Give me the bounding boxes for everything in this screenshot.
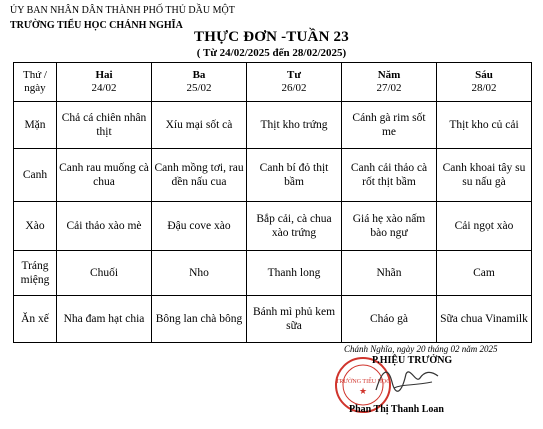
page-subtitle: ( Từ 24/02/2025 đến 28/02/2025) <box>196 47 347 59</box>
menu-cell: Cánh gà rim sốt me <box>342 102 437 149</box>
row-label: Tráng miệng <box>14 251 57 296</box>
menu-cell: Nho <box>152 251 247 296</box>
day-header <box>342 63 437 102</box>
day-date: 25/02 <box>186 82 212 94</box>
day-header <box>152 63 247 102</box>
table-row <box>14 149 532 202</box>
table-row <box>14 202 532 251</box>
table-row <box>14 251 532 296</box>
signer-name: Phan Thị Thanh Loan <box>349 404 444 415</box>
day-date: 28/02 <box>471 82 497 94</box>
menu-cell: Thịt kho trứng <box>247 102 342 149</box>
menu-cell: Bông lan chà bông <box>152 296 247 343</box>
day-name: Năm <box>377 69 401 81</box>
org-name-line1: ỦY BAN NHÂN DÂN THÀNH PHỐ THỦ DẦU MỘT <box>10 5 235 16</box>
menu-cell: Bắp cải, cà chua xào trứng <box>247 202 342 251</box>
stamp-text: TRƯỜNG TIỂU HỌC <box>335 379 391 385</box>
signature-stroke <box>376 372 438 391</box>
handwritten-signature <box>372 362 442 398</box>
stamp-star: ★ <box>358 386 368 396</box>
day-header <box>247 63 342 102</box>
menu-cell: Thịt kho củ cải <box>437 102 532 149</box>
table-row <box>14 296 532 343</box>
menu-cell: Thanh long <box>247 251 342 296</box>
menu-cell: Đậu cove xào <box>152 202 247 251</box>
menu-table <box>13 62 532 343</box>
day-date: 26/02 <box>281 82 307 94</box>
signature-underline <box>394 382 432 388</box>
row-label: Ăn xế <box>14 296 57 343</box>
menu-cell: Canh rau muống cà chua <box>57 149 152 202</box>
day-name: Hai <box>95 69 113 81</box>
menu-cell: Nhãn <box>342 251 437 296</box>
menu-cell: Canh cải thảo cà rốt thịt bầm <box>342 149 437 202</box>
menu-cell: Bánh mì phủ kem sữa <box>247 296 342 343</box>
table-row <box>14 102 532 149</box>
menu-cell: Canh khoai tây su su nấu gà <box>437 149 532 202</box>
page-title: THỰC ĐƠN -TUẦN 23 <box>194 29 349 45</box>
day-name: Tư <box>287 69 301 81</box>
menu-cell: Canh bí đỏ thịt bầm <box>247 149 342 202</box>
menu-cell: Cháo gà <box>342 296 437 343</box>
row-label: Canh <box>14 149 57 202</box>
signature-place-date: Chánh Nghĩa, ngày 20 tháng 02 năm 2025 <box>344 344 498 354</box>
menu-cell: Sữa chua Vinamilk <box>437 296 532 343</box>
signer-role: P.HIỆU TRƯỞNG <box>372 355 453 366</box>
menu-cell: Nha đam hạt chia <box>57 296 152 343</box>
menu-cell: Xíu mại sốt cà <box>152 102 247 149</box>
day-header <box>437 63 532 102</box>
menu-cell: Chả cá chiên nhân thịt <box>57 102 152 149</box>
row-label: Mặn <box>14 102 57 149</box>
corner-label: Thứ / ngày <box>14 63 57 102</box>
school-name: TRƯỜNG TIỂU HỌC CHÁNH NGHĨA <box>10 20 183 31</box>
menu-cell: Cải thảo xào mè <box>57 202 152 251</box>
row-label: Xào <box>14 202 57 251</box>
day-name: Sáu <box>475 69 493 81</box>
day-name: Ba <box>192 69 206 81</box>
menu-cell: Giá hẹ xào nấm bào ngư <box>342 202 437 251</box>
day-date: 24/02 <box>91 82 117 94</box>
table-header-row <box>14 63 532 102</box>
menu-cell: Canh mồng tơi, rau dền nấu cua <box>152 149 247 202</box>
menu-cell: Cam <box>437 251 532 296</box>
day-header <box>57 63 152 102</box>
day-date: 27/02 <box>376 82 402 94</box>
menu-cell: Chuối <box>57 251 152 296</box>
menu-cell: Cải ngọt xào <box>437 202 532 251</box>
